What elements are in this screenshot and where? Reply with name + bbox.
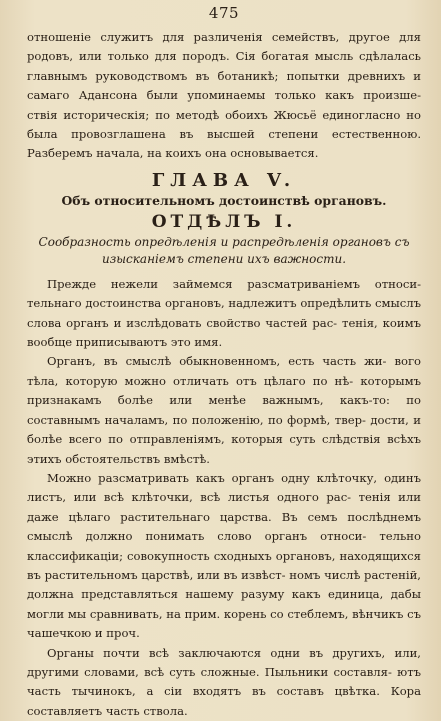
section-subtitle: Сообразность опредѣленія и распредѣленія органовъ съ изысканіемъ степени ихъ важности. <box>38 234 410 267</box>
text-line: Разберемъ начала, на коихъ она основывается. <box>27 146 319 161</box>
text-line: родовъ, или только для породъ. Сія богатая мысль сдѣлалась <box>27 49 421 64</box>
body-paragraph-2 <box>27 352 421 468</box>
text-line: Органы почти всѣ заключаются одни въ другихъ, или, <box>47 645 421 660</box>
text-line: послѣднемъ смыслѣ должно понимать слово органъ относи- <box>27 509 421 544</box>
text-line: Прежде нежели займемся разсматриваніемъ относи- <box>47 276 421 291</box>
text-line: главнымъ руководствомъ въ ботаникѣ; попытки древнихъ <box>27 68 406 83</box>
text-line: номъ числѣ растеній, должна представляться нашему <box>27 567 421 602</box>
text-line: ствія историческія; по методѣ обоихъ Жюсьё единогласно <box>27 107 401 122</box>
chapter-subtitle: Объ относительномъ достоинствѣ органовъ. <box>61 192 387 208</box>
chapter-title: ГЛАВА V. <box>151 169 297 191</box>
text-line: отношеніе служитъ для различенія семействъ, другое для <box>27 30 421 44</box>
text-line: другими словами, всѣ суть сложные. Пыльники составля- <box>27 664 392 679</box>
text-line: дости, и болѣе всего по отправленіямъ, которыя суть <box>27 412 422 447</box>
text-line: смыслъ слова органъ и изслѣдовать свойство частей рас- <box>27 296 421 330</box>
text-line: ютъ часть тычинокъ, а сіи входятъ въ составъ цвѣтка. <box>27 664 422 699</box>
body-paragraph-1 <box>27 275 421 353</box>
text-line: одинъ листъ, или всѣ клѣточки, всѣ листья одного рас- <box>27 470 422 505</box>
text-line: тельнаго достоинства органовъ, надлежитъ опредѣлить <box>27 296 372 311</box>
text-line: но была провозглашена въ высшей степени естественною. <box>27 107 421 142</box>
intro-paragraph <box>27 28 421 164</box>
text-line: разуму какъ единица, дабы могли мы сравнивать, на <box>27 587 421 621</box>
page-number: 475 <box>208 4 240 22</box>
body-paragraph-3 <box>27 469 421 644</box>
text-line: Органъ, въ смыслѣ обыкновенномъ, есть часть жи- <box>47 354 387 369</box>
text-line: по составнымъ началамъ, по положенію, по формѣ, твер- <box>27 393 421 427</box>
section-title: ОТДѢЛЪ I. <box>151 211 297 232</box>
text-line: тельно классификаціи; совокупность сходныхъ органовъ, <box>27 529 421 563</box>
text-line: и самаго Адансона были упоминаемы только какъ произше- <box>27 68 422 103</box>
text-line: слѣдствія всѣхъ этихъ обстоятельствъ вмѣстѣ. <box>27 432 421 466</box>
text-line: которымъ признакамъ болѣе или менѣе важнымъ, какъ-то: <box>27 373 421 408</box>
text-line: Можно разсматривать какъ органъ одну клѣточку, <box>47 470 378 485</box>
text-line: тенія, коимъ вообще приписываютъ это имя. <box>27 315 421 350</box>
text-line: тенія или даже цѣлаго растительнаго царства. Въ семъ <box>27 490 422 524</box>
text-line: вого тѣла, которую можно отличать отъ цѣлаго по нѣ- <box>27 354 422 388</box>
text-line: Кора составляетъ часть ствола. <box>27 684 422 718</box>
text-line: прим. корень со стеблемъ, вѣнчикъ съ чашечкою и проч. <box>27 606 422 641</box>
body-paragraph-4 <box>27 644 421 721</box>
text-line: находящихся въ растительномъ царствѣ, или въ извѣст- <box>27 548 421 582</box>
